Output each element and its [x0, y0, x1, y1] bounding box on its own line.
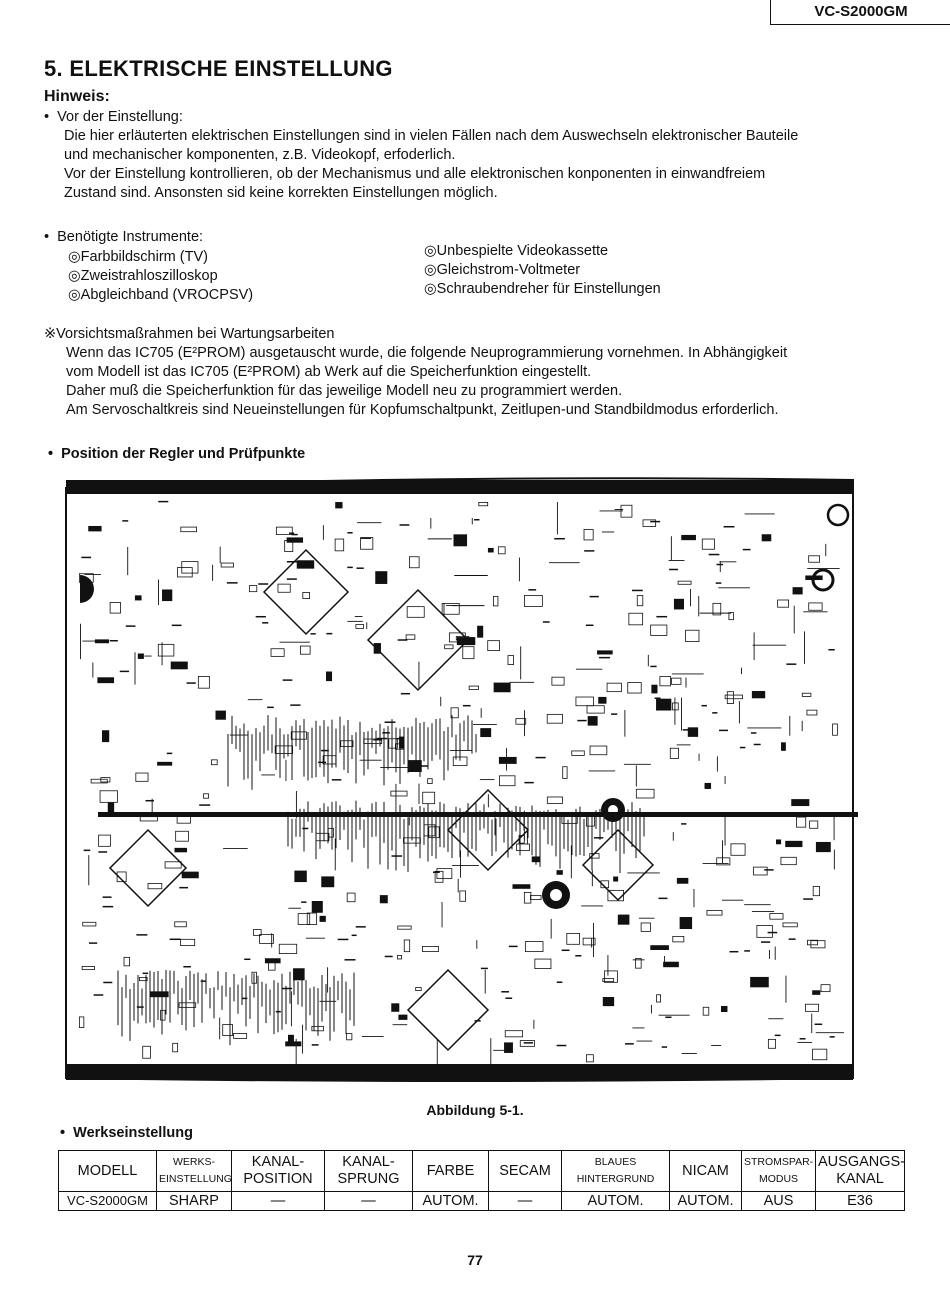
- pcb-component-mark: [650, 666, 656, 668]
- pcb-component-mark: [677, 878, 688, 883]
- pcb-component-mark: [632, 590, 643, 592]
- pcb-component-mark: [599, 657, 610, 659]
- pcb-component-mark: [744, 950, 750, 952]
- pcb-component-mark: [187, 682, 196, 684]
- pcb-component-mark: [614, 877, 618, 881]
- table-cell: AUTOM.: [562, 1192, 670, 1211]
- pcb-component-mark: [705, 783, 711, 788]
- instrument-item: ◎Farbbildschirm (TV): [68, 249, 208, 265]
- pcb-component-mark: [724, 526, 735, 528]
- table-cell: VC-S2000GM: [59, 1192, 157, 1211]
- pcb-component-mark: [792, 800, 809, 806]
- bullet-dot: •: [44, 229, 58, 245]
- pcb-component-mark: [674, 599, 683, 609]
- pcb-component-mark: [199, 804, 210, 806]
- pcb-component-mark: [287, 538, 303, 543]
- pcb-component-mark: [603, 997, 614, 1005]
- pcb-component-mark: [244, 959, 250, 961]
- pcb-component-mark: [652, 685, 657, 693]
- pcb-component-mark: [135, 596, 141, 600]
- pcb-component-mark: [103, 896, 112, 898]
- table-cell: —: [232, 1192, 325, 1211]
- pcb-component-mark: [290, 704, 300, 706]
- pcb-component-mark: [171, 662, 187, 669]
- pcb-component-mark: [786, 663, 796, 665]
- pcb-component-mark: [84, 850, 91, 852]
- pcb-component-mark: [182, 872, 198, 878]
- pcb-component-mark: [751, 977, 769, 987]
- pcb-component-mark: [478, 626, 483, 637]
- pcb-component-mark: [347, 567, 352, 569]
- pcb-component-mark: [712, 712, 717, 714]
- pcb-component-mark: [345, 959, 356, 961]
- pcb-component-mark: [380, 896, 387, 903]
- pcb-component-mark: [740, 747, 746, 749]
- table-header-row: [59, 1151, 905, 1192]
- hint-label: Hinweis:: [44, 88, 110, 105]
- pcb-component-mark: [761, 941, 770, 943]
- table-cell: SHARP: [157, 1192, 232, 1211]
- pcb-component-mark: [501, 991, 509, 993]
- pcb-component-mark: [289, 532, 294, 534]
- pcb-component-mark: [590, 596, 599, 598]
- pcb-component-mark: [401, 693, 410, 695]
- pcb-component-mark: [513, 885, 530, 889]
- instruments-left-column: [68, 248, 253, 305]
- pcb-component-mark: [262, 622, 268, 624]
- pcb-component-mark: [170, 939, 181, 941]
- pcb-component-mark: [786, 841, 802, 846]
- pcb-component-mark: [391, 855, 402, 857]
- pcb-component-mark: [562, 950, 570, 952]
- pcb-component-mark: [108, 803, 114, 813]
- pcb-component-mark: [588, 716, 597, 725]
- paragraph-line: Zustand sind. Ansonsten sid keine korrekten Einstellungen möglich.: [64, 185, 498, 201]
- pcb-component-mark: [336, 502, 342, 508]
- pcb-component-mark: [361, 537, 371, 539]
- pcb-layout-diagram: [58, 470, 858, 1088]
- pcb-component-mark: [301, 901, 306, 903]
- pcb-component-mark: [743, 549, 751, 551]
- pcb-component-mark: [175, 848, 187, 852]
- pcb-component-mark: [813, 991, 820, 995]
- instrument-item: ◎Zweistrahloszilloskop: [68, 268, 218, 284]
- precaution-line: Am Servoschaltkreis sind Neueinstellungen für Kopfumschaltpunkt, Zeitlupen-und Standbildmodus erforderlich.: [66, 402, 779, 418]
- pcb-component-mark: [528, 589, 536, 591]
- header-cell-ausgangskanal: AUSGANGS- KANAL: [816, 1151, 905, 1192]
- pcb-component-mark: [625, 1043, 634, 1045]
- pcb-component-mark: [662, 1046, 667, 1048]
- pcb-component-mark: [320, 916, 325, 921]
- pcb-component-mark: [481, 968, 488, 970]
- pcb-component-mark: [594, 837, 603, 839]
- paragraph-line: Die hier erläuterten elektrischen Einstellungen sind in vielen Fällen nach dem Auswechseln elektronischer Bauteile: [64, 128, 799, 144]
- header-cell-kanal-sprung: KANAL- SPRUNG: [325, 1151, 413, 1192]
- pcb-component-mark: [557, 1045, 567, 1047]
- pcb-component-mark: [312, 1044, 319, 1046]
- position-title: Position der Regler und Prüfpunkte: [61, 446, 306, 462]
- pcb-component-mark: [347, 532, 352, 534]
- pcb-component-mark: [488, 548, 493, 552]
- pcb-component-mark: [399, 1015, 407, 1019]
- pcb-component-mark: [618, 915, 629, 924]
- pcb-component-mark: [754, 744, 761, 746]
- pcb-component-mark: [577, 720, 586, 722]
- pcb-component-mark: [293, 969, 304, 980]
- before-adjustment-bullet: [44, 108, 183, 127]
- pcb-component-mark: [611, 713, 617, 715]
- instrument-item: ◎Gleichstrom-Voltmeter: [424, 262, 581, 278]
- pcb-component-mark: [295, 871, 307, 882]
- header-cell-modell: MODELL: [59, 1151, 157, 1192]
- header-cell-farbe: FARBE: [413, 1151, 489, 1192]
- header-cell-blaues-hintergrund: BLAUES HINTERGRUND: [562, 1151, 670, 1192]
- pcb-component-mark: [312, 901, 322, 912]
- pcb-component-mark: [94, 994, 104, 996]
- before-adjustment-label: Vor der Einstellung:: [57, 109, 183, 125]
- pcb-component-mark: [775, 1035, 781, 1037]
- pcb-component-mark: [385, 721, 396, 723]
- pcb-component-mark: [400, 524, 410, 526]
- pcb-component-mark: [474, 519, 479, 521]
- pcb-component-mark: [830, 1036, 835, 1038]
- pcb-component-mark: [110, 640, 118, 642]
- pcb-component-mark: [789, 938, 796, 940]
- pcb-component-mark: [183, 966, 191, 968]
- pcb-component-mark: [172, 625, 182, 627]
- pcb-component-mark: [102, 731, 108, 742]
- pcb-component-mark: [283, 679, 293, 681]
- pcb-component-mark: [803, 898, 813, 900]
- table-cell: AUTOM.: [413, 1192, 489, 1211]
- pcb-component-mark: [408, 761, 421, 772]
- paragraph-line: Vor der Einstellung kontrollieren, ob der Mechanismus und alle elektronischen konponenten in einwandfreiem: [64, 166, 766, 182]
- pcb-component-mark: [385, 956, 393, 958]
- pcb-component-mark: [138, 654, 143, 659]
- factory-title-row: [60, 1125, 193, 1141]
- pcb-component-mark: [557, 871, 563, 875]
- pcb-component-mark: [126, 625, 136, 627]
- pcb-component-mark: [709, 554, 720, 556]
- pcb-component-mark: [242, 998, 247, 1000]
- pcb-component-mark: [584, 550, 594, 552]
- pcb-component-mark: [338, 939, 349, 941]
- pcb-component-mark: [793, 588, 802, 594]
- pcb-component-mark: [504, 1043, 512, 1053]
- pcb-component-mark: [597, 651, 612, 654]
- pcb-component-mark: [326, 672, 331, 681]
- pcb-component-mark: [382, 732, 390, 734]
- factory-settings-table: [58, 1150, 905, 1211]
- header-cell-kanal-position: KANAL- POSITION: [232, 1151, 325, 1192]
- pcb-component-mark: [89, 526, 102, 531]
- instrument-item: ◎Schraubendreher für Einstellungen: [424, 281, 661, 297]
- pcb-component-mark: [751, 732, 756, 734]
- pcb-component-mark: [554, 538, 565, 540]
- instrument-item: ◎Unbespielte Videokassette: [424, 243, 609, 259]
- pcb-component-mark: [98, 851, 107, 853]
- pcb-component-mark: [717, 564, 723, 566]
- pcb-component-mark: [297, 561, 314, 569]
- factory-title: Werkseinstellung: [73, 1125, 193, 1141]
- pcb-component-mark: [650, 521, 660, 523]
- pcb-component-mark: [762, 535, 771, 541]
- pcb-component-mark: [752, 691, 765, 698]
- header-cell-nicam: NICAM: [670, 1151, 742, 1192]
- pcb-component-mark: [122, 520, 128, 522]
- pcb-component-mark: [764, 869, 773, 871]
- pcb-component-mark: [357, 567, 364, 569]
- pcb-component-mark: [557, 981, 563, 983]
- pcb-component-mark: [265, 959, 280, 963]
- pcb-component-mark: [655, 697, 661, 699]
- pcb-component-mark: [98, 678, 114, 683]
- precaution-title: ※Vorsichtsmaßrahmen bei Wartungsarbeiten: [44, 326, 335, 342]
- pcb-component-mark: [599, 697, 606, 703]
- pcb-component-mark: [322, 877, 334, 887]
- pcb-component-mark: [701, 705, 706, 707]
- precaution-paragraph: [66, 344, 926, 420]
- header-cell-stromsparmodus: STROMSPAR- MODUS: [742, 1151, 816, 1192]
- table-cell: AUS: [742, 1192, 816, 1211]
- pcb-component-mark: [302, 828, 308, 830]
- pcb-component-mark: [800, 1038, 806, 1040]
- pcb-component-mark: [454, 535, 467, 546]
- pcb-component-mark: [287, 578, 297, 580]
- pcb-component-mark: [352, 935, 357, 937]
- pcb-component-mark: [816, 842, 830, 851]
- precaution-line: Daher muß die Speicherfunktion für das jeweilige Modell neu zu programmiert werden.: [66, 383, 623, 399]
- pcb-component-mark: [376, 572, 387, 584]
- pcb-component-mark: [332, 779, 342, 781]
- pcb-component-mark: [463, 705, 471, 707]
- pcb-component-mark: [158, 501, 168, 503]
- pcb-component-mark: [664, 962, 679, 967]
- pcb-component-mark: [656, 699, 670, 710]
- pcb-component-mark: [167, 753, 172, 755]
- pcb-horizontal-strip: [98, 812, 858, 817]
- precaution-line: Wenn das IC705 (E²PROM) ausgetauscht wurde, die folgende Neuprogrammierung vornehmen. In Abhängigkeit: [66, 345, 788, 361]
- pcb-component-mark: [216, 711, 226, 719]
- pcb-component-mark: [680, 917, 692, 928]
- position-title-row: [48, 446, 305, 462]
- pcb-component-mark: [326, 633, 332, 635]
- pcb-component-mark: [89, 942, 97, 944]
- bullet-dot: •: [48, 446, 62, 462]
- paragraph-line: und mechanischer komponenten, z.B. Videokopf, erfoderlich.: [64, 147, 456, 163]
- bullet-dot: •: [60, 1125, 74, 1141]
- pcb-component-mark: [310, 633, 315, 635]
- pcb-component-mark: [291, 534, 297, 536]
- table-cell: —: [325, 1192, 413, 1211]
- section-title: 5. ELEKTRISCHE EINSTELLUNG: [44, 56, 393, 81]
- pcb-component-mark: [318, 762, 326, 764]
- pcb-component-mark: [524, 782, 533, 784]
- pcb-component-mark: [781, 743, 785, 751]
- pcb-component-mark: [776, 840, 780, 844]
- pcb-component-mark: [421, 765, 428, 767]
- table-row: [59, 1192, 905, 1211]
- pcb-component-mark: [688, 728, 698, 737]
- pcb-component-mark: [828, 649, 834, 651]
- instrument-item: ◎Abgleichband (VROCPSV): [68, 287, 254, 303]
- table-cell: E36: [816, 1192, 905, 1211]
- pcb-component-mark: [658, 898, 667, 900]
- pcb-component-mark: [120, 671, 129, 673]
- pcb-component-mark: [81, 557, 91, 559]
- pcb-board: [66, 478, 853, 1081]
- pcb-component-mark: [356, 926, 366, 928]
- pcb-component-mark: [267, 707, 274, 709]
- hint-paragraph: [64, 127, 924, 203]
- pcb-component-mark: [145, 800, 153, 802]
- bullet-dot: •: [44, 109, 58, 125]
- pcb-component-mark: [535, 757, 545, 759]
- pcb-component-mark: [524, 1042, 533, 1044]
- pcb-component-mark: [586, 625, 594, 627]
- pcb-component-mark: [227, 582, 238, 584]
- model-number-box: VC-S2000GM: [770, 0, 950, 25]
- pcb-component-mark: [256, 616, 266, 618]
- table-cell: AUTOM.: [670, 1192, 742, 1211]
- pcb-component-mark: [719, 730, 728, 732]
- page-number: 77: [467, 1252, 483, 1268]
- pcb-component-mark: [716, 582, 722, 584]
- pcb-component-mark: [505, 997, 512, 999]
- pcb-component-mark: [499, 757, 516, 763]
- pcb-component-mark: [158, 762, 172, 765]
- pcb-component-mark: [651, 946, 669, 950]
- pcb-component-mark: [721, 1006, 727, 1011]
- instruments-right-column: [424, 242, 661, 299]
- header-cell-secam: SECAM: [489, 1151, 562, 1192]
- pcb-component-mark: [656, 616, 667, 618]
- pcb-component-mark: [162, 590, 171, 601]
- pcb-component-mark: [729, 951, 738, 953]
- pcb-component-mark: [681, 823, 686, 825]
- pcb-component-mark: [669, 569, 678, 571]
- pcb-component-mark: [509, 946, 518, 948]
- table-cell: —: [489, 1192, 562, 1211]
- precaution-line: vom Modell ist das IC705 (E²PROM) ab Werk auf die Speicherfunktion eingestellt.: [66, 364, 592, 380]
- pcb-component-mark: [494, 683, 510, 692]
- pcb-component-mark: [682, 535, 696, 539]
- pcb-component-mark: [258, 583, 268, 585]
- pcb-component-mark: [103, 906, 114, 908]
- pcb-component-mark: [815, 1024, 823, 1026]
- pcb-component-mark: [665, 1017, 671, 1019]
- instruments-label: Benötigte Instrumente:: [57, 229, 204, 245]
- figure-caption: Abbildung 5-1.: [426, 1102, 524, 1118]
- instruments-bullet: [44, 228, 203, 247]
- pcb-component-mark: [543, 621, 550, 623]
- pcb-component-mark: [103, 982, 112, 984]
- pcb-component-mark: [143, 973, 149, 975]
- pcb-component-mark: [392, 1004, 399, 1012]
- pcb-component-mark: [575, 955, 581, 957]
- header-cell-werkseinstellung: WERKS- EINSTELLUNG: [157, 1151, 232, 1192]
- pcb-component-mark: [179, 887, 188, 889]
- pcb-component-mark: [286, 1042, 301, 1046]
- pcb-component-mark: [481, 729, 491, 737]
- pcb-component-mark: [282, 988, 292, 990]
- pcb-component-mark: [136, 934, 147, 936]
